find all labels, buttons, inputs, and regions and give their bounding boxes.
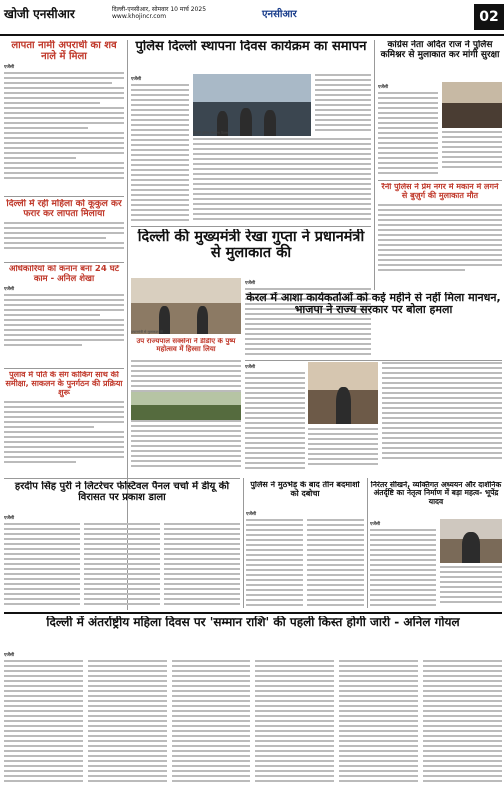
story-police-parade-body xyxy=(131,74,189,224)
story-cooler-man xyxy=(4,199,124,259)
newspaper-brand: खोजी एनसीआर xyxy=(4,7,75,21)
article-body xyxy=(131,84,189,221)
story-divider xyxy=(4,478,240,479)
story-officers xyxy=(4,265,124,365)
story-congress-col xyxy=(442,131,502,177)
article-columns xyxy=(4,660,502,785)
story-saxena xyxy=(131,338,241,358)
story-missing-woman xyxy=(4,40,124,195)
article-columns xyxy=(246,519,364,609)
headline: दिल्ली में रही महिला को कूकुल कर फरार कर लापता मिलाया xyxy=(6,199,122,220)
column-rule xyxy=(374,40,375,290)
headline: निरंतर सीखने, व्यक्तिगत अध्ययन और दार्शनिक अंतर्दृष्टि का नेतृत्व निर्माण में बड़ा महत्व- भूपेंद्र यादव xyxy=(370,481,502,506)
article-body xyxy=(172,660,251,785)
article-body xyxy=(246,519,303,609)
article-body xyxy=(382,362,502,459)
story-divider xyxy=(4,612,502,614)
article-body xyxy=(4,222,124,249)
article-body xyxy=(164,523,240,608)
masthead xyxy=(0,0,504,36)
story-women-day-body xyxy=(4,650,502,796)
article-body xyxy=(423,660,502,785)
headline: दिल्ली में अंतर्राष्ट्रीय महिला दिवस पर 'सम्मान राशि' की पहली किस्त होगी जारी - अनिल गोयल xyxy=(46,616,460,629)
story-sustain-head xyxy=(370,481,502,517)
byline: एजेंसी xyxy=(378,85,389,90)
headline: हरदीप सिंह पुरी ने लिटरेचर फेस्टिवल पैनल चर्चा में डीयू की विरासत पर प्रकाश डाला xyxy=(14,481,230,504)
story-women-day-head xyxy=(4,616,502,646)
byline: एजेंसी xyxy=(246,512,257,517)
article-body xyxy=(307,519,364,609)
headline: दिल्ली की मुख्यमंत्री रेखा गुप्ता ने प्रधानमंत्री से मुलाकात की xyxy=(137,229,365,262)
headline: कांग्रेस नेता अदित राज ने पुलिस कमिश्नर से मुलाकात कर मांगी सुरक्षा xyxy=(380,40,500,61)
article-body xyxy=(315,74,371,131)
article-body xyxy=(4,660,83,785)
story-congress-head xyxy=(378,40,502,80)
headline: रैनी पुलिस ने प्रेम नगर में मकान में लगने से बुज़ुर्ग की मुलाकात मौत xyxy=(381,183,499,200)
byline: एजेंसी xyxy=(245,365,256,370)
story-divider xyxy=(4,368,124,369)
article-columns xyxy=(4,523,240,608)
saxena-photo xyxy=(131,392,241,420)
article-body xyxy=(4,523,80,608)
date-line xyxy=(112,6,206,20)
byline: एजेंसी xyxy=(4,287,15,293)
story-police-parade-right xyxy=(315,74,371,136)
byline: एजेंसी xyxy=(131,77,142,82)
headline: केरल में आशा कार्यकर्ताओं को कई महीने से नहीं मिला मानधन, भाजपा ने राज्य सरकार पर बोला हमला xyxy=(246,292,501,317)
headline: अधिकारियों को कनान बना 24 घंटे काम - अनिल शेखा xyxy=(8,265,120,284)
article-body xyxy=(4,294,124,346)
story-residential xyxy=(378,183,502,288)
story-punjab xyxy=(4,371,124,476)
date-text: दिल्ली-एनसीआर, सोमवार 10 मार्च 2025 xyxy=(112,6,207,13)
story-sustain-col xyxy=(440,566,502,609)
article-body xyxy=(245,372,305,469)
story-criminals-head xyxy=(246,481,364,507)
article-body xyxy=(4,72,124,179)
story-kerala-body xyxy=(245,362,305,472)
story-kerala-col2 xyxy=(308,428,378,472)
byline: एजेंसी xyxy=(370,522,381,527)
article-body xyxy=(378,92,438,174)
story-harish-body xyxy=(4,513,240,608)
story-criminals-body xyxy=(246,509,364,609)
column-rule xyxy=(367,478,368,608)
article-body xyxy=(255,660,334,785)
article-body xyxy=(440,566,502,603)
story-divider xyxy=(4,262,124,263)
headline: पुलाव में पति के संग कोकिंग साथ की समीक्षा, साकलन के पुनर्गठन की प्रक्रिया शुरू xyxy=(5,371,123,397)
headline: उप राज्यपाल सक्सेना ने डीडीए के पुष्प महोत्सव में हिस्सा लिया xyxy=(136,338,236,353)
cm-photo xyxy=(131,278,241,334)
column-rule xyxy=(243,478,244,608)
bhupender-photo xyxy=(440,519,502,563)
headline: पुलिस दिल्ली स्थापना दिवस कार्यक्रम का समापन xyxy=(135,40,367,54)
story-kerala-col xyxy=(382,362,502,472)
article-body xyxy=(84,523,160,608)
article-body xyxy=(378,204,502,271)
congress-photo xyxy=(442,82,502,128)
photo-caption: दिल्ली पुलिस स्थापना दिवस xyxy=(193,131,228,135)
story-harish-head xyxy=(4,481,240,511)
byline: एजेंसी xyxy=(245,281,256,286)
parade-photo xyxy=(193,74,311,136)
article-body xyxy=(370,529,436,606)
website-text: www.khojincr.com xyxy=(112,13,167,20)
article-body xyxy=(308,428,378,465)
headline: पुलिस ने मुठभेड़ के बाद तीन बदमाशों को दबोचा xyxy=(250,481,360,498)
story-divider xyxy=(4,196,124,197)
byline: एजेंसी xyxy=(4,65,15,71)
article-body xyxy=(4,401,124,463)
article-body xyxy=(442,131,502,168)
headline: लापता नामी अपराधी का शव नाले में मिला xyxy=(11,40,117,63)
article-body xyxy=(88,660,167,785)
section-title: एनसीआर xyxy=(262,9,297,20)
story-sustain-body xyxy=(370,519,436,609)
story-police-parade-head xyxy=(131,40,371,70)
story-kerala-head xyxy=(245,292,502,358)
byline: एजेंसी xyxy=(4,653,15,658)
story-divider xyxy=(245,360,502,361)
story-police-parade-col xyxy=(193,138,371,224)
page-number: 02 xyxy=(474,4,504,30)
article-body xyxy=(193,138,371,220)
story-cm-head xyxy=(131,229,371,275)
photo-caption: प्रधानमंत्री से मुलाकात की xyxy=(131,330,164,334)
kerala-photo xyxy=(308,362,378,424)
story-divider xyxy=(378,180,502,181)
article-body xyxy=(339,660,418,785)
story-divider xyxy=(131,226,371,227)
byline: एजेंसी xyxy=(4,516,15,521)
story-congress-body xyxy=(378,82,438,177)
